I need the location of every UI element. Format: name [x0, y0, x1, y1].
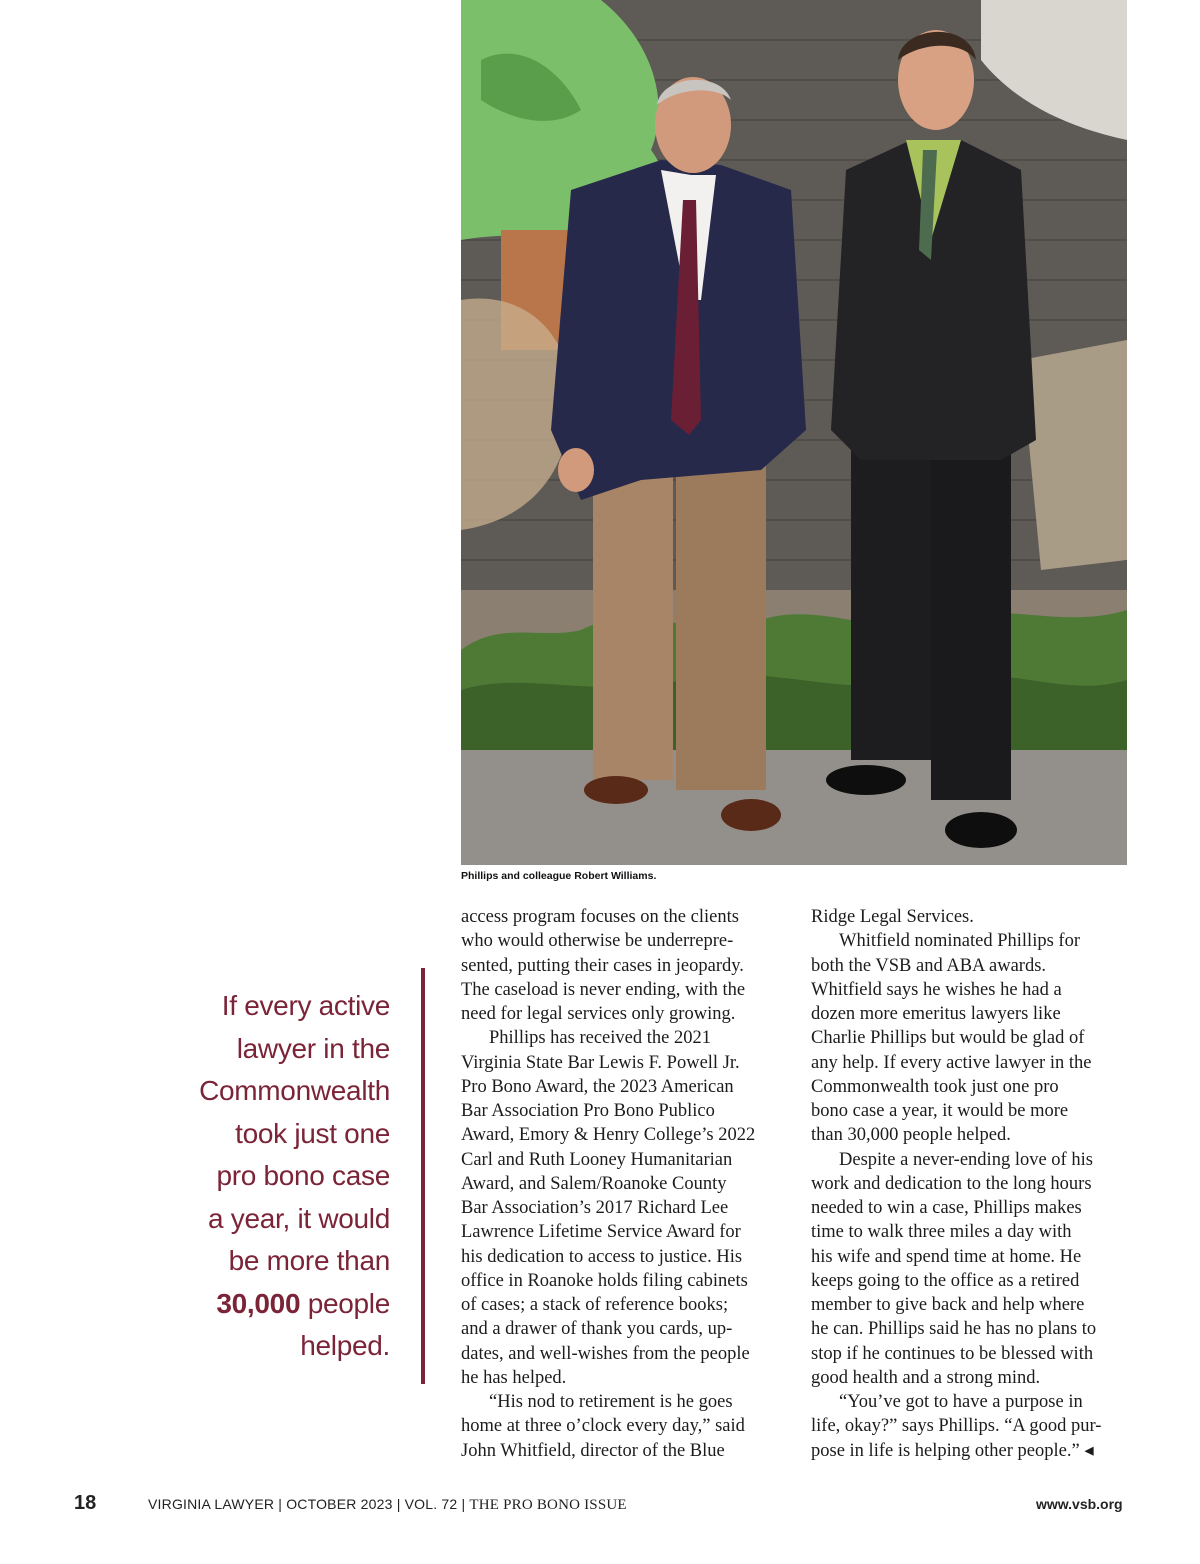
article-line: Lawrence Lifetime Service Award for — [461, 1222, 741, 1243]
article-line: “His nod to retirement is he goes — [489, 1392, 733, 1412]
article-line: home at three o’clock every day,” said — [461, 1416, 745, 1437]
article-line: he can. Phillips said he has no plans to — [811, 1319, 1097, 1340]
photo-illustration — [461, 0, 1127, 865]
article-line: he has helped. — [461, 1367, 567, 1388]
article-line: member to give back and help where — [811, 1295, 1085, 1315]
article-line: Charlie Phillips but would be glad of — [811, 1028, 1085, 1049]
pull-quote-line: helped. — [300, 1330, 390, 1361]
article-line: dates, and well-wishes from the people — [461, 1343, 750, 1364]
article-line: and a drawer of thank you cards, up- — [461, 1319, 733, 1340]
pull-quote-number: 30,000 — [216, 1287, 301, 1319]
article-line: Award, Emory & Henry College’s 2022 — [461, 1125, 756, 1146]
article-line: pose in life is helping other people.” ◂ — [811, 1440, 1094, 1461]
article-line: Bar Association’s 2017 Richard Lee — [461, 1198, 729, 1218]
article-line: good health and a strong mind. — [811, 1367, 1041, 1388]
article-line: sented, putting their cases in jeopardy. — [461, 955, 744, 976]
pull-quote — [170, 985, 390, 1368]
article-line: “You’ve got to have a purpose in — [839, 1392, 1083, 1412]
article-line: keeps going to the office as a retired — [811, 1270, 1080, 1291]
pull-quote-line: Commonwealth — [199, 1075, 390, 1106]
article-line: than 30,000 people helped. — [811, 1125, 1011, 1146]
article-photo — [461, 0, 1127, 865]
article-line: office in Roanoke holds filing cabinets — [461, 1270, 748, 1291]
article-column-2 — [811, 905, 1131, 1463]
pull-quote-line: If every active — [221, 990, 390, 1021]
page-number: 18 — [74, 1492, 97, 1514]
article-line: The caseload is never ending, with the — [461, 979, 746, 1000]
article-line: Award, and Salem/Roanoke County — [461, 1173, 727, 1194]
article-line: work and dedication to the long hours — [811, 1173, 1092, 1194]
article-line: Pro Bono Award, the 2023 American — [461, 1076, 734, 1097]
article-line: Whitfield says he wishes he had a — [811, 979, 1062, 1000]
website-url: www.vsb.org — [1036, 1496, 1123, 1512]
article-line: Ridge Legal Services. — [811, 907, 974, 927]
pull-quote-line: a year, it would — [208, 1202, 390, 1234]
article-line: who would otherwise be underrepre- — [461, 931, 734, 952]
article-line: his wife and spend time at home. He — [811, 1246, 1082, 1267]
article-line: Commonwealth took just one pro — [811, 1076, 1059, 1097]
article-line: John Whitfield, director of the Blue — [461, 1440, 725, 1461]
article-line: Despite a never-ending love of his — [839, 1149, 1093, 1170]
pull-quote-line: be more than — [228, 1245, 390, 1276]
article-line: needed to win a case, Phillips makes — [811, 1198, 1082, 1218]
article-line: time to walk three miles a day with — [811, 1222, 1072, 1243]
article-line: both the VSB and ABA awards. — [811, 955, 1047, 976]
article-line: of cases; a stack of reference books; — [461, 1295, 729, 1315]
article-line: need for legal services only growing. — [461, 1004, 736, 1024]
article-line: Whitfield nominated Phillips for — [839, 931, 1080, 952]
article-line: Virginia State Bar Lewis F. Powell Jr. — [461, 1052, 740, 1073]
article-line: Bar Association Pro Bono Publico — [461, 1101, 715, 1121]
article-line: dozen more emeritus lawyers like — [811, 1004, 1061, 1024]
page-footer — [0, 1494, 1200, 1516]
issue-title: THE PRO BONO ISSUE — [469, 1497, 627, 1513]
publication-info — [148, 1496, 627, 1514]
article-line: Carl and Ruth Looney Humanitarian — [461, 1149, 733, 1170]
article-line: Phillips has received the 2021 — [489, 1028, 711, 1049]
pull-quote-line: lawyer in the — [236, 1032, 390, 1064]
article-line: life, okay?” says Phillips. “A good pur- — [811, 1416, 1102, 1437]
article-line: any help. If every active lawyer in the — [811, 1052, 1092, 1073]
article-line: access program focuses on the clients — [461, 907, 739, 927]
pull-quote-rule — [421, 968, 425, 1384]
pull-quote-line: pro bono case — [216, 1160, 390, 1191]
pull-quote-line: took just one — [235, 1117, 390, 1149]
pull-quote-line — [170, 1283, 390, 1326]
photo-caption: Phillips and colleague Robert Williams. — [461, 870, 657, 882]
article-column-1 — [461, 905, 781, 1463]
pull-quote-after-number: people — [300, 1287, 390, 1319]
publication-name: VIRGINIA LAWYER | OCTOBER 2023 | VOL. 72 | — [148, 1496, 470, 1512]
article-line: his dedication to access to justice. His — [461, 1246, 743, 1267]
article-line: bono case a year, it would be more — [811, 1101, 1069, 1121]
article-line: stop if he continues to be blessed with — [811, 1343, 1094, 1364]
